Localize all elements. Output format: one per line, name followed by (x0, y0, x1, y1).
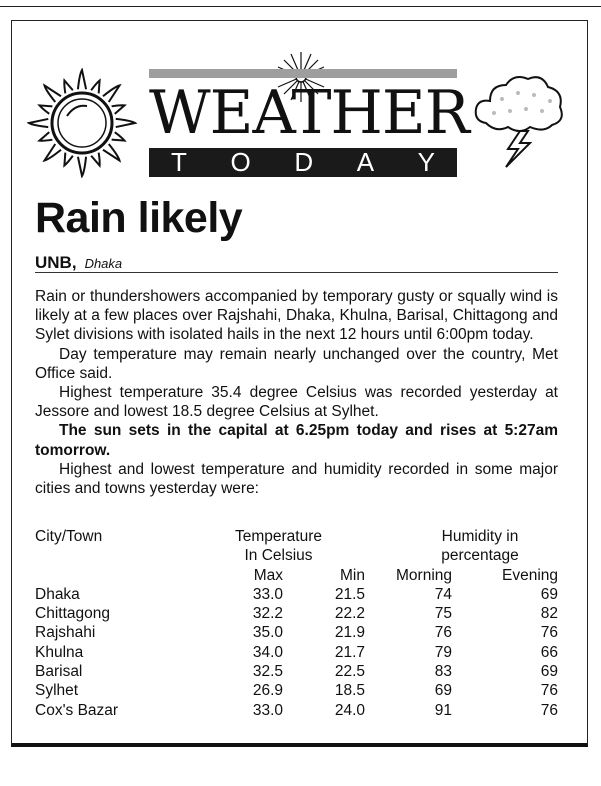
cell-max: 33.0 (252, 585, 283, 603)
cell-max: 32.2 (252, 605, 283, 623)
table-row (35, 643, 558, 662)
sun-icon (27, 68, 137, 178)
cell-max: 33.0 (252, 701, 283, 719)
paragraph-sun-times: The sun sets in the capital at 6.25pm today and rises at 5:27am tomorrow. (35, 422, 558, 459)
cell-city: Chittagong (35, 605, 110, 623)
masthead-today-bar (149, 148, 457, 177)
table-row (35, 662, 558, 681)
today-letter: O (230, 147, 251, 177)
cell-evening: 76 (540, 624, 558, 642)
cell-morning: 74 (434, 585, 452, 603)
byline-agency: UNB, (35, 253, 77, 272)
header-temperature-unit: In Celsius (244, 547, 313, 565)
cell-morning: 69 (434, 682, 452, 700)
byline-dateline: Dhaka (84, 256, 123, 271)
cell-evening: 82 (540, 605, 558, 623)
cell-min: 24.0 (334, 701, 365, 719)
masthead-grey-bar (149, 69, 457, 78)
paragraph: Highest temperature 35.4 degree Celsius was recorded yesterday at Jessore and lowest 18.5 degree Celsius at Sylhet. (35, 384, 558, 421)
paragraph: Rain or thundershowers accompanied by temporary gusty or squally wind is likely at a few places over Rajshahi, Dhaka, Khulna, Barisal, Chittagong and Sylet divisions with isolated hails in the next 12 hours until 6:00pm today. (35, 288, 558, 344)
table-subheader-row (35, 566, 558, 585)
cell-max: 26.9 (252, 682, 283, 700)
cell-min: 21.5 (334, 585, 365, 603)
masthead-title: WEATHER (149, 78, 469, 148)
cell-evening: 76 (540, 701, 558, 719)
article-body (35, 287, 558, 498)
today-letter: Y (417, 147, 435, 177)
table-row (35, 681, 558, 700)
cell-max: 34.0 (252, 643, 283, 661)
cell-min: 21.7 (334, 643, 365, 661)
cell-city: Sylhet (35, 682, 79, 700)
table-body (35, 585, 558, 720)
cell-city: Cox's Bazar (35, 701, 119, 719)
subheader-max: Max (253, 566, 283, 584)
table-row (35, 623, 558, 642)
byline-rule (35, 272, 558, 273)
cell-city: Khulna (35, 643, 84, 661)
today-letter: D (294, 147, 314, 177)
paragraph: Day temperature may remain nearly unchanged over the country, Met Office said. (35, 345, 558, 382)
header-city: City/Town (35, 528, 103, 545)
subheader-evening: Evening (501, 566, 558, 584)
table-row (35, 701, 558, 720)
today-letter: T (171, 147, 187, 177)
header-humidity: Humidity in (441, 528, 519, 545)
top-rule (0, 6, 601, 7)
cell-min: 21.9 (334, 624, 365, 642)
header-temperature: Temperature (234, 528, 322, 545)
cell-min: 18.5 (334, 682, 365, 700)
cell-city: Rajshahi (35, 624, 96, 642)
weather-table (35, 527, 558, 720)
cell-morning: 83 (434, 663, 452, 681)
cell-morning: 75 (434, 605, 452, 623)
cell-min: 22.5 (334, 663, 365, 681)
today-letter: A (356, 147, 375, 177)
cell-morning: 79 (434, 643, 452, 661)
cell-max: 35.0 (252, 624, 283, 642)
table-header-row (35, 546, 558, 565)
cell-morning: 91 (434, 701, 452, 719)
cell-evening: 76 (540, 682, 558, 700)
table-row (35, 604, 558, 623)
cell-min: 22.2 (334, 605, 365, 623)
cell-city: Barisal (35, 663, 83, 681)
header-humidity-unit: percentage (441, 547, 519, 565)
table-row (35, 585, 558, 604)
storm-cloud-icon (468, 65, 568, 170)
cell-evening: 66 (540, 643, 558, 661)
subheader-min: Min (340, 566, 365, 584)
subheader-morning: Morning (396, 566, 452, 584)
cell-morning: 76 (434, 624, 452, 642)
paragraph: Highest and lowest temperature and humidity recorded in some major cities and towns yesterday were: (35, 460, 558, 498)
headline: Rain likely (35, 194, 243, 242)
cell-evening: 69 (540, 585, 558, 603)
cell-max: 32.5 (252, 663, 283, 681)
table-header-row (35, 527, 558, 546)
cell-city: Dhaka (35, 585, 80, 603)
cell-evening: 69 (540, 663, 558, 681)
